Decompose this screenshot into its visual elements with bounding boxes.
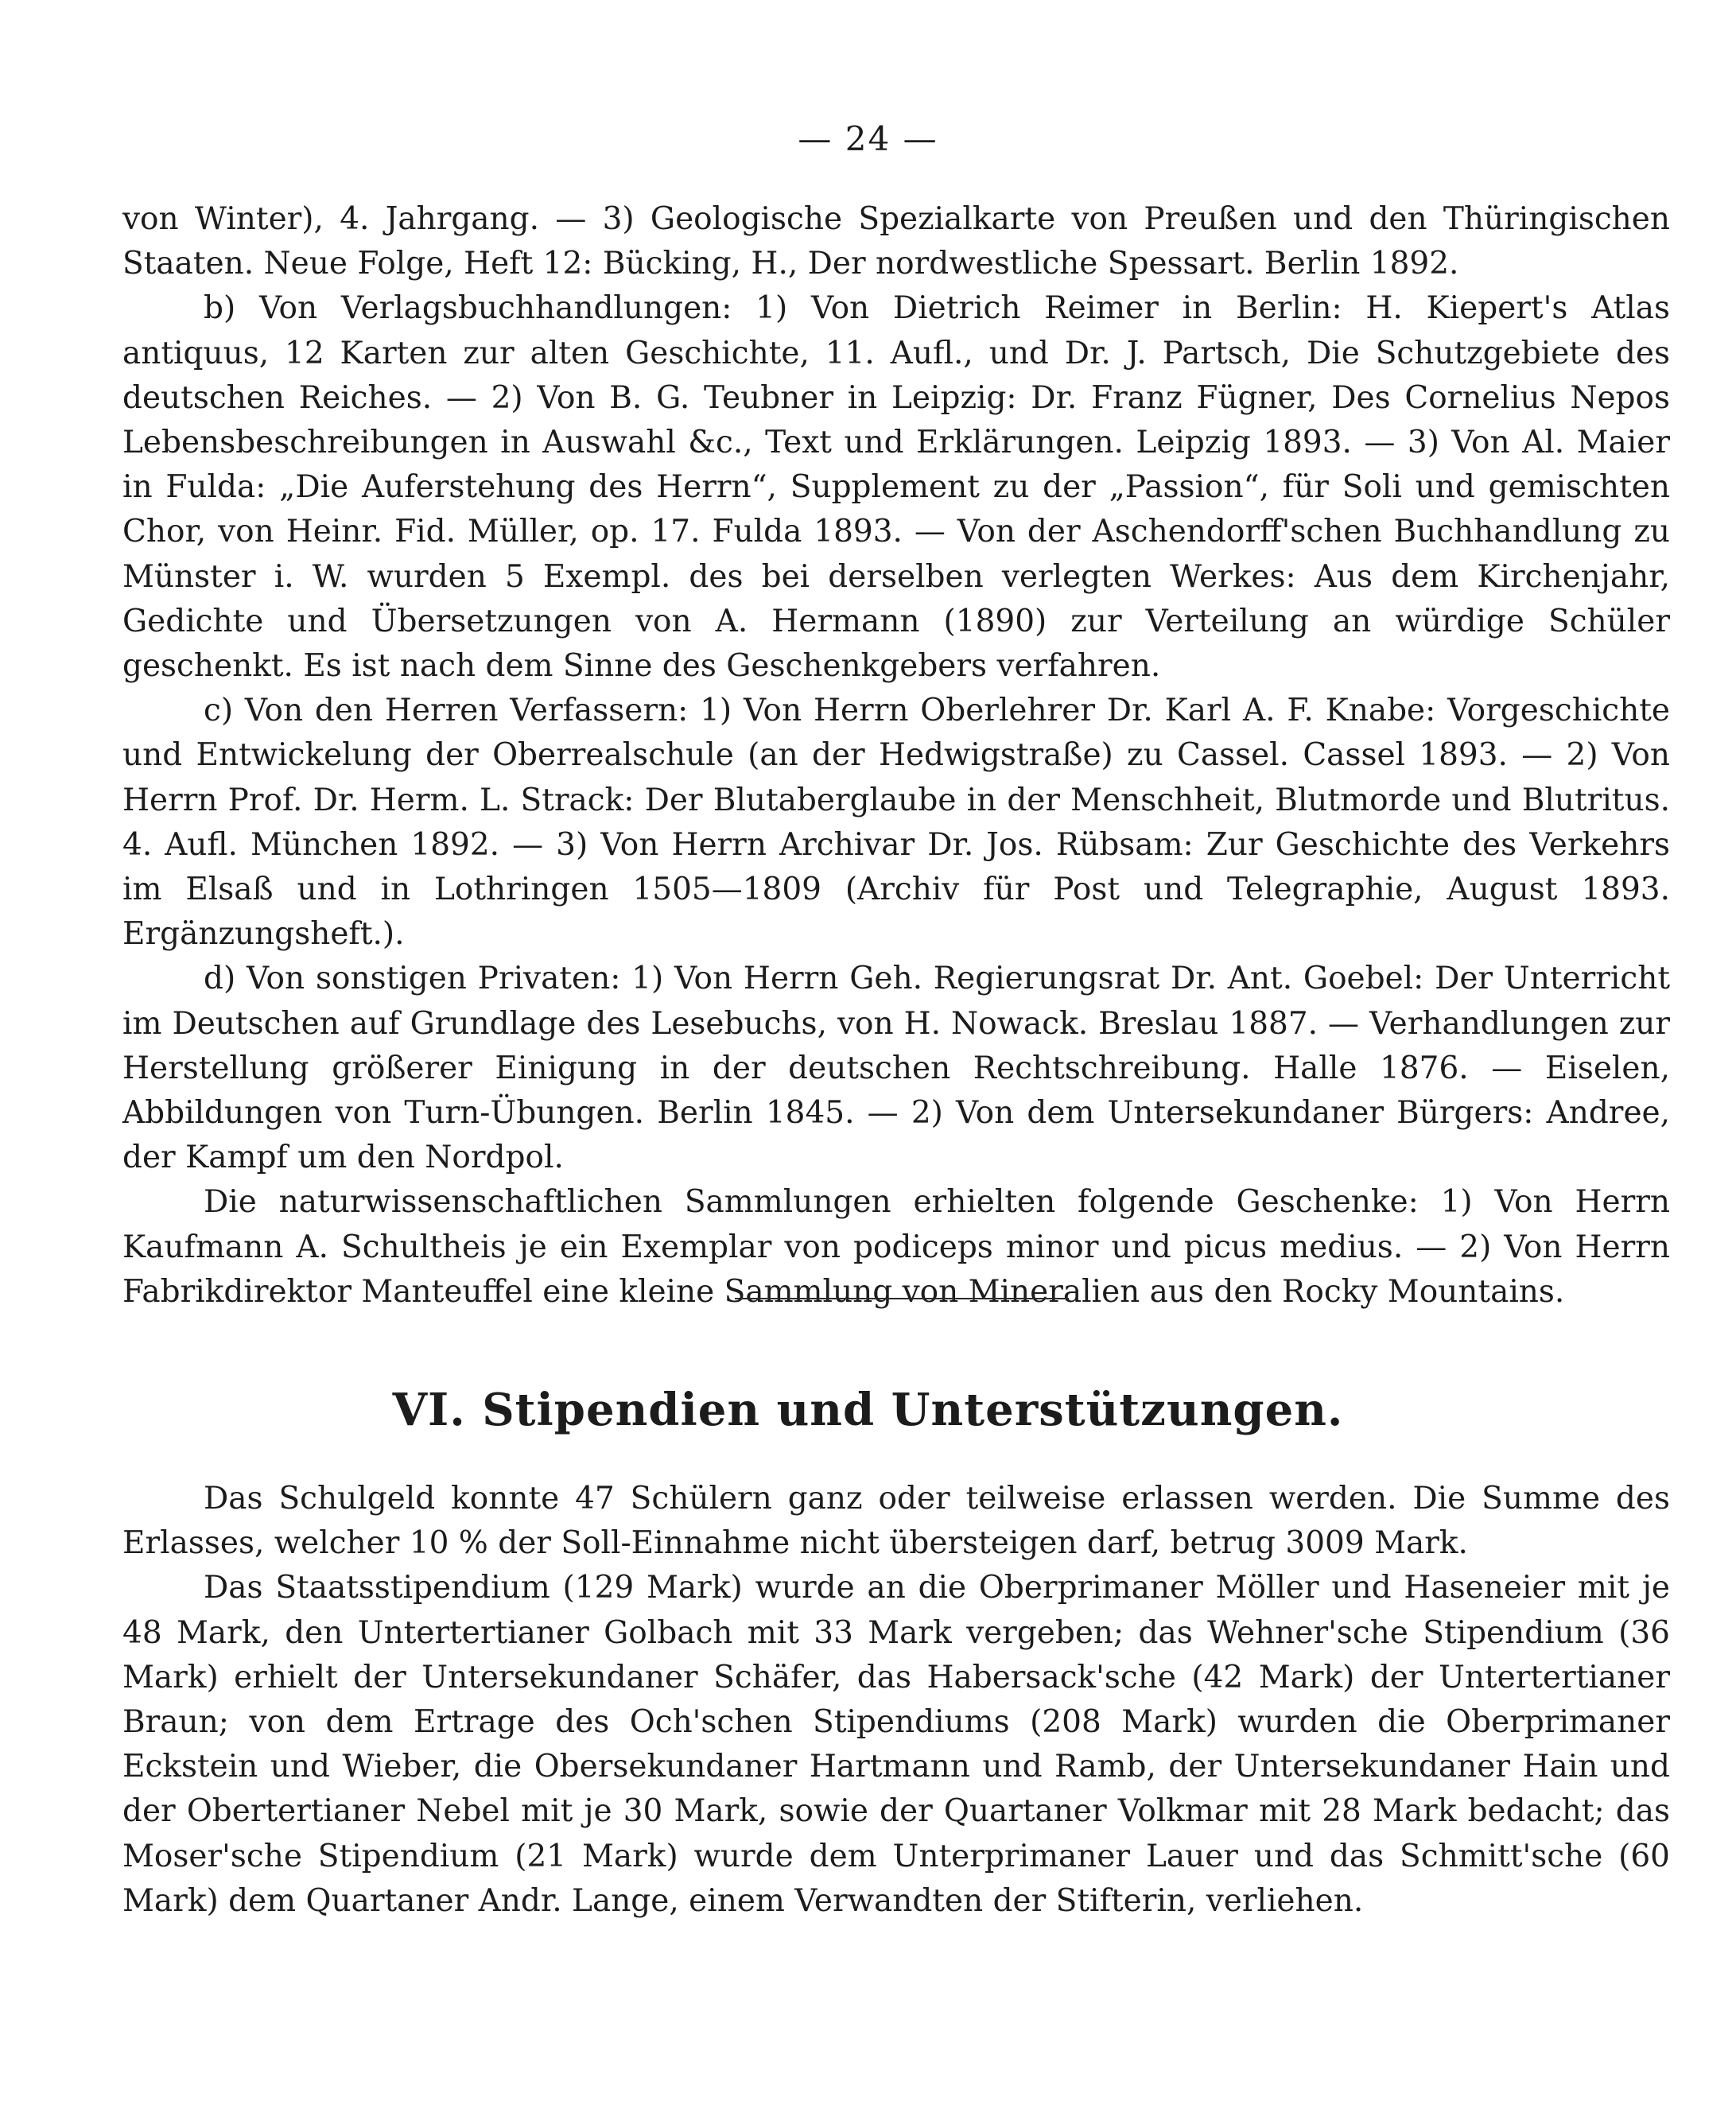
page-number: — 24 —	[798, 119, 938, 158]
paragraph-continuation: von Winter), 4. Jahrgang. — 3) Geologische Spezialkarte von Preußen und den Thüringischen Staaten. Neue Folge, Heft 12: Bücking, H., Der nordwestliche Spessart. Berlin 1892.	[122, 201, 1670, 282]
paragraph-authors: c) Von den Herren Verfassern: 1) Von Herrn Oberlehrer Dr. Karl A. F. Knabe: Vorgeschichte und Entwickelung der Oberrealschule (an der Hedwigstraße) zu Cassel. Cassel 1893. — 2) Von Herrn Prof. Dr. Herm. L. Strack: Der Blutaberglaube in der Menschheit, Blutmorde und Blutritus. 4. Aufl. München 1892. — 3) Von Herrn Archivar Dr. Jos. Rübsam: Zur Geschichte des Verkehrs im Elsaß und in Lothringen 1505—1809 (Archiv für Post und Telegraphie, August 1893. Ergänzungsheft.).	[122, 693, 1670, 953]
paragraph-private-donors: d) Von sonstigen Privaten: 1) Von Herrn Geh. Regierungsrat Dr. Ant. Goebel: Der Unterricht im Deutschen auf Grundlage des Lesebuchs, von H. Nowack. Breslau 1887. — Verhandlungen zur Herstellung größerer Einigung in der deutschen Rechtschreibung. Halle 1876. — Eiselen, Abbildungen von Turn-Übungen. Berlin 1845. — 2) Von dem Untersekundaner Bürgers: Andree, der Kampf um den Nordpol.	[122, 961, 1670, 1176]
gifts-section-continued	[122, 197, 1670, 1315]
paragraph-publishers: b) Von Verlagsbuchhandlungen: 1) Von Dietrich Reimer in Berlin: H. Kiepert's Atlas antiquus, 12 Karten zur alten Geschichte, 11. Aufl., und Dr. J. Partsch, Die Schutzgebiete des deutschen Reiches. — 2) Von B. G. Teubner in Leipzig: Dr. Franz Fügner, Des Cornelius Nepos Lebensbeschreibungen in Auswahl &c., Text und Erklärungen. Leipzig 1893. — 3) Von Al. Maier in Fulda: „Die Auferstehung des Herrn“, Supplement zu der „Passion“, für Soli und gemischten Chor, von Heinr. Fid. Müller, op. 17. Fulda 1893. — Von der Aschendorff'schen Buchhandlung zu Münster i. W. wurden 5 Exempl. des bei derselben verlegten Werkes: Aus dem Kirchenjahr, Gedichte und Übersetzungen von A. Hermann (1890) zur Verteilung an würdige Schüler geschenkt. Es ist nach dem Sinne des Geschenkgebers verfahren.	[122, 290, 1670, 685]
section-separator-rule	[735, 1298, 1069, 1299]
stipends-section	[122, 1477, 1670, 1924]
paragraph-natural-science-collections: Die naturwissenschaftlichen Sammlungen erhielten folgende Geschenke: 1) Von Herrn Kaufmann A. Schultheis je ein Exemplar von podiceps minor und picus medius. — 2) Von Herrn Fabrikdirektor Manteuffel eine kleine Sammlung von Mineralien aus den Rocky Mountains.	[122, 1184, 1670, 1310]
paragraph-stipend-awards: Das Staatsstipendium (129 Mark) wurde an die Oberprimaner Möller und Haseneier mit je 48 Mark, den Untertertianer Golbach mit 33 Mark vergeben; das Wehner'sche Stipendium (36 Mark) erhielt der Untersekundaner Schäfer, das Habersack'sche (42 Mark) der Untertertianer Braun; von dem Ertrage des Och'schen Stipendiums (208 Mark) wurden die Oberprimaner Eckstein und Wieber, die Obersekundaner Hartmann und Ramb, der Untersekundaner Hain und der Obertertianer Nebel mit je 30 Mark, sowie der Quartaner Volkmar mit 28 Mark bedacht; das Moser'sche Stipendium (21 Mark) wurde dem Unterprimaner Lauer und das Schmitt'sche (60 Mark) dem Quartaner Andr. Lange, einem Verwandten der Stifterin, verliehen.	[122, 1570, 1670, 1919]
section-heading: VI. Stipendien und Unterstützungen.	[392, 1384, 1344, 1436]
paragraph-school-fee-waiver: Das Schulgeld konnte 47 Schülern ganz oder teilweise erlassen werden. Die Summe des Erlasses, welcher 10 % der Soll-Einnahme nicht übersteigen darf, betrug 3009 Mark.	[122, 1481, 1670, 1562]
